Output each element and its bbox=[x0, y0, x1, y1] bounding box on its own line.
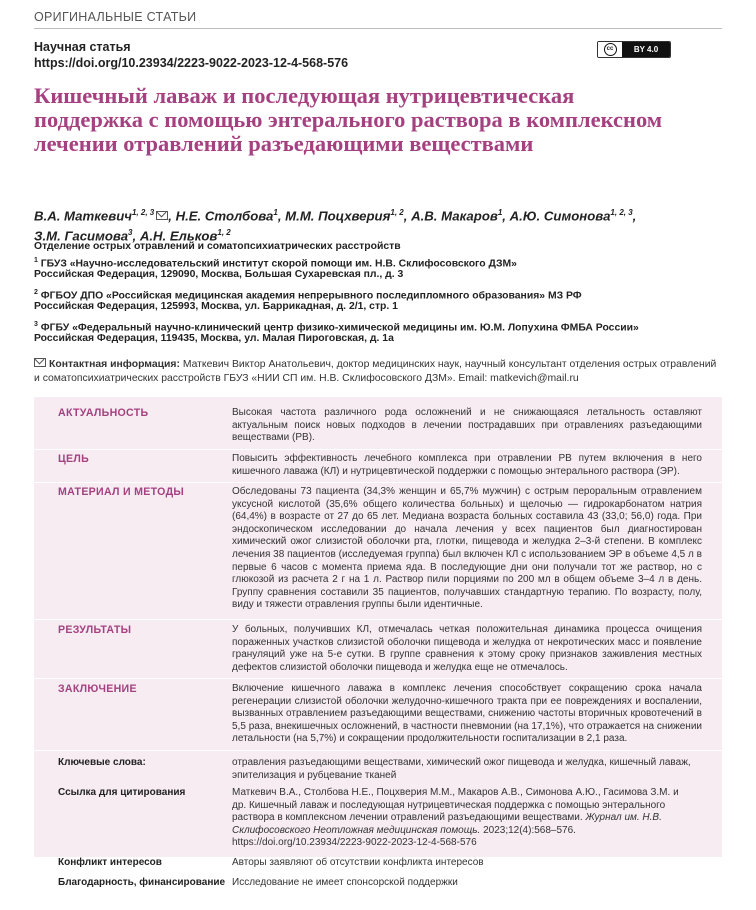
methods-label: МАТЕРИАЛ И МЕТОДЫ bbox=[58, 486, 185, 498]
author[interactable]: З.М. Гасимова bbox=[34, 228, 129, 244]
article-title: Кишечный лаваж и последующая нутрицевтическая поддержка с помощью энтерального раствора в комплексном лечении отравлений разъедающими веществами bbox=[34, 83, 663, 156]
author[interactable]: А.Н. Ельков bbox=[139, 228, 218, 244]
conflict-text: Авторы заявляют об отсутствии конфликта интересов bbox=[232, 857, 484, 868]
conclusion-text: Включение кишечного лаважа в комплекс лечения способствует сокращению срока начала регенерации слизистой оболочки желудочно-кишечного тракта при ее повреждениях и воспалении, вызванных отравлением разъедающими веществами, снижению частоты вторичных кровотечений в 5,5 раза, внекишечных осложнений, в частности пневмонии (на 17,1%), что отражается на снижении летальности (на 5,7%) и сокращении продолжительности госпитализации в 2,1 раза. bbox=[232, 683, 702, 745]
abstract-relevance bbox=[34, 397, 722, 451]
relevance-text: Высокая частота различного рода осложнений и не снижающаяся летальность оставляют актуальным поиск новых подходов в лечении пострадавших при отравлениях разъедающими веществами (РВ). bbox=[232, 407, 702, 444]
envelope-icon bbox=[34, 358, 46, 367]
license-label: BY 4.0 bbox=[622, 42, 670, 57]
contact-info: Контактная информация: Маткевич Виктор Анатольевич, доктор медицинских наук, научный консультант отделения острых отравлений и соматопсихиатрических расстройств ГБУЗ «НИИ СП им. Н.В. Склифосовского ДЗМ». Email: matkevich@mail.ru bbox=[34, 359, 717, 384]
results-text: У больных, получивших КЛ, отмечалась четкая положительная динамика процесса очищения пораженных участков слизистой оболочки пищевода и желудка от некротических масс и появление грануляций уже на 5-е сутки. В группе сравнения к этому сроку признаков заживления местных дефектов слизистой оболочки пищевода и желудка еще не отмечалось. bbox=[232, 624, 702, 673]
citation-label: Ссылка для цитирования bbox=[58, 787, 186, 798]
author[interactable]: А.Ю. Симонова bbox=[509, 208, 611, 224]
article-type: Научная статья bbox=[34, 40, 131, 54]
cc-license-badge[interactable] bbox=[597, 41, 671, 58]
email-icon bbox=[156, 211, 168, 220]
aim-text: Повысить эффективность лечебного комплекса при отравлении РВ путем включения в него кишечного лаважа (КЛ) и нутрицевтической поддержки с помощью энтерального раствора (ЭР). bbox=[232, 453, 702, 477]
affiliation-1: $^1$ ГБУЗ «Научно-исследовательский институт скорой помощи им. Н.В. Склифосовского ДЗМ» bbox=[34, 257, 517, 270]
affiliation-3-address: Российская Федерация, 119435, Москва, ул. Малая Пироговская, д. 1а bbox=[34, 333, 394, 344]
keywords-text: отравления разъедающими веществами, химический ожог пищевода и желудка, кишечный лаваж, эпителизация и рубцевание тканей bbox=[232, 757, 691, 781]
keywords-label: Ключевые слова: bbox=[58, 757, 146, 768]
journal-section-label: ОРИГИНАЛЬНЫЕ СТАТЬИ bbox=[34, 10, 197, 24]
conclusion-label: ЗАКЛЮЧЕНИЕ bbox=[58, 683, 137, 695]
author[interactable]: Н.Е. Столбова bbox=[175, 208, 274, 224]
relevance-label: АКТУАЛЬНОСТЬ bbox=[58, 407, 149, 419]
header-divider bbox=[34, 28, 722, 29]
doi-link[interactable]: https://doi.org/10.23934/2223-9022-2023-12-4-568-576 bbox=[34, 56, 349, 70]
author[interactable]: М.М. Поцхверия bbox=[285, 208, 391, 224]
results-label: РЕЗУЛЬТАТЫ bbox=[58, 624, 132, 636]
author[interactable]: В.А. Маткевич bbox=[34, 208, 132, 224]
funding-text: Исследование не имеет спонсорской поддержки bbox=[232, 877, 458, 888]
abstract-methods bbox=[34, 483, 722, 621]
department: Отделение острых отравлений и соматопсихиатрических расстройств bbox=[34, 241, 401, 252]
aim-label: ЦЕЛЬ bbox=[58, 453, 90, 465]
conflict-label: Конфликт интересов bbox=[58, 857, 162, 868]
methods-text: Обследованы 73 пациента (34,3% женщин и 65,7% мужчин) с острым пероральным отравлением уксусной кислотой (35,6% общего количества больных) и щелочью — гидрокарбонатом натрия (64,4%) в возрасте от 27 до 65 лет. Медиана возраста больных составила 43 (33,0; 56,0) года. При эндоскопическом исследовании до начала лечения у всех пациентов был диагностирован химический ожог слизистой оболочки рта, глотки, пищевода и желудка 2–3-й степени. В комплекс лечения 38 пациентов (исследуемая группа) был включен КЛ с использованием ЭР в объеме 4,5 л в первые 6 часов с момента приема яда. В последующие дни они получали тот же раствор, но с глюкозой из расчета 2 г на 1 л. Раствор пили порциями по 200 мл в общем объеме 3–4 л в день. Группу сравнения составили 35 пациентов, получавших стандартную терапию. По возрасту, полу, виду и тяжести отравления группы были идентичные. bbox=[232, 486, 702, 611]
author-list: В.А. Маткевич$^{1, 2, 3}$ , Н.Е. Столбова$^1$, М.М. Поцхверия$^{1, 2}$, А.В. Макаров$^1$, А.Ю. Симонова$^{1, 2, 3}$, З.М. Гасимова$^3$, А.Н. Ельков$^{1, 2}$ bbox=[34, 208, 637, 244]
abstract-results bbox=[34, 620, 722, 680]
affiliation-2: $^2$ ФГБОУ ДПО «Российская медицинская академия непрерывного последипломного образования» МЗ РФ bbox=[34, 289, 582, 302]
affiliation-3: $^3$ ФГБУ «Федеральный научно-клинический центр физико-химической медицины им. Ю.М. Лопухина ФМБА России» bbox=[34, 321, 639, 334]
author[interactable]: А.В. Макаров bbox=[411, 208, 498, 224]
citation-text: Маткевич В.А., Столбова Н.Е., Поцхверия М.М., Макаров А.В., Симонова А.Ю., Гасимова З.М. и др. Кишечный лаваж и последующая нутрицевтическая поддержка с помощью энтерального раствора в комплексном лечении отравлений разъедающими веществами. Журнал им. Н.В. Склифосовского Неотложная медицинская помощь. 2023;12(4):568–576. https://doi.org/10.23934/2223-9022-2023-12-4-568-576 bbox=[232, 787, 679, 849]
funding-label: Благодарность, финансирование bbox=[58, 877, 226, 888]
affiliation-1-address: Российская Федерация, 129090, Москва, Большая Сухаревская пл., д. 3 bbox=[34, 269, 404, 280]
cc-icon: cc bbox=[598, 42, 622, 57]
abstract-conclusion bbox=[34, 679, 722, 751]
abstract-aim bbox=[34, 450, 722, 484]
affiliation-2-address: Российская Федерация, 125993, Москва, ул. Баррикадная, д. 2/1, стр. 1 bbox=[34, 301, 398, 312]
abstract-divider bbox=[34, 750, 722, 751]
contact-text: Маткевич Виктор Анатольевич, доктор медицинских наук, научный консультант отделения острых отравлений и соматопсихиатрических расстройств ГБУЗ «НИИ СП им. Н.В. Склифосовского ДЗМ». Email: matkevich@mail.ru bbox=[34, 359, 717, 384]
